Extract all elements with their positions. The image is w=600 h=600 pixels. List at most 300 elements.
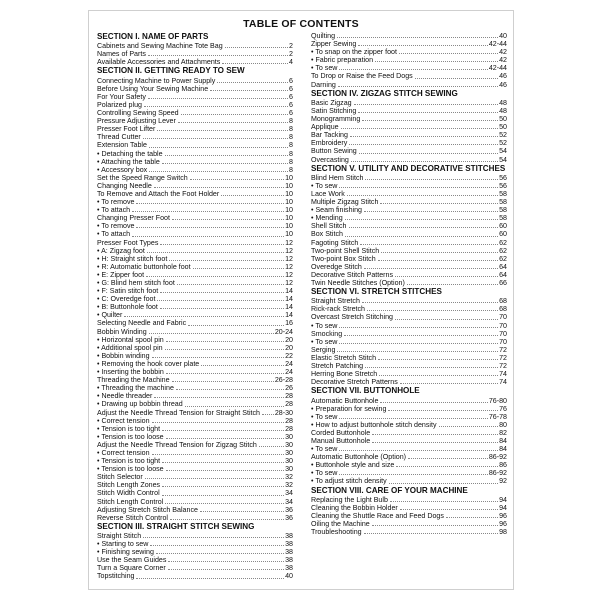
toc-entry (97, 117, 293, 125)
toc-entry (97, 166, 293, 174)
dot-leader (396, 466, 498, 467)
page-number: 10 (285, 214, 293, 223)
toc-entry (311, 239, 507, 247)
toc-entry (97, 514, 293, 522)
dot-leader (162, 430, 284, 431)
toc-entry (97, 101, 293, 109)
dot-leader (381, 252, 498, 253)
entry-label: Stretch Patching (311, 362, 364, 371)
toc-entry (311, 174, 507, 182)
entry-label: • Correct tension (97, 416, 150, 425)
toc-entry (311, 147, 507, 155)
page-number: 24 (285, 359, 293, 368)
page-number: 68 (499, 297, 507, 306)
page-number: 8 (289, 141, 293, 150)
entry-label: Bar Tacking (311, 131, 348, 140)
dot-leader (399, 53, 498, 54)
dot-leader (143, 138, 288, 139)
dot-leader (154, 397, 284, 398)
entry-label: Two-point Box Stitch (311, 254, 376, 263)
entry-label: Twin Needle Stitches (Option) (311, 279, 405, 287)
dot-leader (165, 155, 288, 156)
page-number: 84 (499, 445, 507, 454)
toc-entry (97, 336, 293, 344)
toc-entry (311, 528, 507, 536)
entry-label: Shell Stitch (311, 222, 347, 231)
page-number: 38 (285, 532, 293, 540)
dot-leader (160, 308, 284, 309)
entry-label: To Drop or Raise the Feed Dogs (311, 72, 413, 81)
page-number: 16 (285, 319, 293, 328)
toc-entry (97, 449, 293, 457)
toc-entry (311, 123, 507, 131)
toc-entry (97, 42, 293, 50)
toc-entry (97, 311, 293, 319)
toc-entry (97, 556, 293, 564)
toc-entry (311, 305, 507, 313)
toc-entry (311, 279, 507, 287)
dot-leader (145, 478, 284, 479)
page-number: 10 (285, 173, 293, 182)
toc-entry (97, 457, 293, 465)
page-number: 10 (285, 189, 293, 198)
dot-leader (152, 357, 285, 358)
entry-label: • To snap on the zipper foot (311, 48, 397, 57)
page-number: 64 (499, 262, 507, 271)
dot-leader (149, 333, 274, 334)
dot-leader (380, 402, 487, 403)
toc-entry (311, 190, 507, 198)
dot-leader (349, 227, 499, 228)
entry-label: Names of Parts (97, 50, 146, 59)
page-number: 12 (285, 246, 293, 255)
dot-leader (358, 45, 487, 46)
page-number: 6 (289, 100, 293, 109)
toc-entry (311, 131, 507, 139)
toc-entry (311, 271, 507, 279)
entry-label: Automatic Buttonhole (Option) (311, 453, 407, 462)
page-number: 38 (285, 548, 293, 557)
toc-entry (311, 313, 507, 321)
dot-leader (262, 414, 274, 415)
page-number: 22 (285, 351, 293, 360)
toc-entry (311, 297, 507, 305)
entry-label: Troubleshooting (311, 528, 362, 537)
page-number: 32 (285, 473, 293, 482)
dot-leader (166, 373, 284, 374)
page-number: 28 (285, 416, 293, 425)
page-number: 12 (285, 254, 293, 263)
toc-entry (97, 287, 293, 295)
entry-label: Smocking (311, 329, 343, 338)
page-number: 12 (285, 238, 293, 247)
entry-label: • Attaching the table (97, 157, 160, 166)
section-title: SECTION III. STRAIGHT STITCH SEWING (97, 521, 255, 531)
page-number: 8 (289, 117, 293, 126)
toc-section-heading (97, 32, 293, 42)
toc-entry (311, 421, 507, 429)
page-number: 6 (289, 76, 293, 85)
page-number: 8 (289, 149, 293, 158)
entry-label: • Horizontal spool pin (97, 335, 164, 344)
page-number: 30 (285, 440, 293, 449)
toc-entry (97, 150, 293, 158)
entry-label: Applique (311, 123, 339, 132)
entry-label: • Mending (311, 214, 343, 223)
page-number: 60 (499, 230, 507, 239)
page-number: 32 (285, 481, 293, 490)
entry-label: • To adjust stitch density (311, 477, 387, 486)
entry-label: • Accessory box (97, 165, 148, 174)
dot-leader (446, 517, 498, 518)
dot-leader (136, 203, 284, 204)
toc-entry (311, 115, 507, 123)
entry-label: Monogramming (311, 115, 361, 124)
dot-leader (338, 86, 498, 87)
dot-leader (149, 171, 288, 172)
entry-label: Pressure Adjusting Lever (97, 117, 176, 126)
toc-entry (97, 125, 293, 133)
dot-leader (162, 163, 288, 164)
dot-leader (181, 114, 288, 115)
entry-label: Manual Buttonhole (311, 436, 371, 445)
page-number: 2 (289, 50, 293, 59)
page-number: 72 (499, 353, 507, 362)
toc-entry (311, 520, 507, 528)
dot-leader (156, 553, 284, 554)
page-number: 38 (285, 556, 293, 565)
toc-entry (97, 158, 293, 166)
page-number: 28 (285, 392, 293, 401)
toc-entry (97, 548, 293, 556)
page-number: 28-30 (274, 408, 293, 417)
page-number: 70 (499, 313, 507, 322)
toc-entry (311, 107, 507, 115)
entry-label: Cleaning the Bobbin Holder (311, 503, 398, 512)
page-number: 52 (499, 131, 507, 140)
entry-label: • Finishing sewing (97, 548, 154, 557)
toc-entry (311, 330, 507, 338)
page-number: 6 (289, 84, 293, 93)
page-number: 50 (499, 115, 507, 124)
page-number: 30 (285, 465, 293, 474)
dot-leader (136, 227, 284, 228)
toc-entry (97, 441, 293, 449)
toc-entry (97, 141, 293, 149)
toc-entry (97, 319, 293, 327)
page-number: 12 (285, 270, 293, 279)
section-title: SECTION VI. STRETCH STITCHES (311, 287, 442, 297)
page-number: 42-44 (488, 40, 507, 49)
entry-label: Thread Cutter (97, 133, 141, 142)
entry-label: Set the Speed Range Switch (97, 173, 188, 182)
entry-label: Stitch Length Control (97, 497, 164, 506)
page-number: 58 (499, 189, 507, 198)
entry-label: Button Sewing (311, 147, 357, 156)
page-number: 12 (285, 279, 293, 287)
dot-leader (160, 244, 284, 245)
toc-entry (97, 198, 293, 206)
page-number: 42 (499, 56, 507, 65)
page-number: 40 (285, 572, 293, 581)
toc-entry (311, 346, 507, 354)
entry-label: • C: Overedge foot (97, 295, 156, 304)
dot-leader (347, 195, 498, 196)
toc-section-heading (97, 522, 293, 532)
entry-label: Blind Hem Stitch (311, 173, 364, 182)
entry-label: Stitch Width Control (97, 489, 160, 498)
page-number: 26 (285, 384, 293, 393)
entry-label: • Buttonhole style and size (311, 461, 395, 470)
dot-leader (375, 61, 498, 62)
entry-label: • Quilter (97, 311, 123, 320)
dot-leader (389, 483, 498, 484)
toc-entry (311, 405, 507, 413)
toc-entry (311, 230, 507, 238)
page-number: 76 (499, 404, 507, 413)
entry-label: Serging (311, 345, 336, 354)
entry-label: • Seam finishing (311, 206, 362, 215)
page-number: 40 (499, 32, 507, 40)
dot-leader (388, 410, 498, 411)
toc-entry (97, 109, 293, 117)
entry-label: Turn a Square Corner (97, 564, 166, 573)
section-title: SECTION IV. ZIGZAG STITCH SEWING (311, 88, 458, 98)
dot-leader (166, 470, 284, 471)
entry-label: • H: Straight stitch foot (97, 254, 168, 263)
toc-entry (97, 174, 293, 182)
page-number: 20-24 (274, 327, 293, 336)
dot-leader (367, 310, 498, 311)
section-title: SECTION VII. BUTTONHOLE (311, 386, 420, 396)
toc-entry (97, 540, 293, 548)
entry-label: Stitch Selector (97, 473, 143, 482)
toc-entry (311, 64, 507, 72)
page-number: 52 (499, 139, 507, 148)
entry-label: • To sew (311, 181, 338, 190)
page-number: 4 (289, 58, 293, 67)
toc-entry (97, 400, 293, 408)
toc-entry (311, 437, 507, 445)
page-number: 94 (499, 503, 507, 512)
dot-leader (146, 276, 284, 277)
dot-leader (210, 90, 288, 91)
page-number: 82 (499, 428, 507, 437)
toc-entry (311, 81, 507, 89)
page-number: 70 (499, 329, 507, 338)
dot-leader (165, 349, 285, 350)
toc-entry (311, 477, 507, 485)
dot-leader (360, 244, 498, 245)
toc-entry (311, 139, 507, 147)
page-number: 58 (499, 214, 507, 223)
entry-label: Zipper Sewing (311, 40, 357, 49)
dot-leader (339, 474, 487, 475)
dot-leader (362, 302, 498, 303)
entry-label: • Tension is too loose (97, 465, 164, 474)
dot-leader (359, 153, 498, 154)
toc-section-heading (311, 386, 507, 396)
entry-label: • Threading the machine (97, 384, 174, 393)
page-number: 10 (285, 198, 293, 207)
entry-label: • To sew (311, 412, 338, 421)
entry-label: Elastic Stretch Stitch (311, 353, 377, 362)
toc-section-heading (97, 66, 293, 76)
entry-label: Overcast Stretch Stitching (311, 313, 394, 322)
dot-leader (124, 316, 284, 317)
page-number: 10 (285, 222, 293, 231)
entry-label: Darning (311, 80, 336, 89)
dot-leader (259, 446, 284, 447)
dot-leader (157, 130, 288, 131)
page-number: 54 (499, 147, 507, 156)
toc-entry (97, 425, 293, 433)
page-number: 2 (289, 42, 293, 51)
page-number: 58 (499, 206, 507, 215)
dot-leader (339, 69, 487, 70)
dot-leader (339, 450, 498, 451)
toc-right-column (311, 32, 507, 536)
entry-label: • E: Zipper foot (97, 270, 145, 279)
page-number: 56 (499, 181, 507, 190)
toc-entry (311, 56, 507, 64)
dot-leader (148, 55, 288, 56)
entry-label: Overcasting (311, 155, 349, 164)
entry-label: Decorative Stitch Patterns (311, 270, 394, 279)
dot-leader (166, 438, 284, 439)
dot-leader (225, 47, 288, 48)
toc-entry (311, 504, 507, 512)
toc-left-column (97, 32, 293, 581)
page-number: 36 (285, 505, 293, 514)
toc-section-heading (311, 164, 507, 174)
dot-leader (378, 260, 498, 261)
dot-leader (400, 383, 498, 384)
dot-leader (439, 426, 499, 427)
page-number: 14 (285, 295, 293, 304)
dot-leader (185, 406, 284, 407)
page-number: 10 (285, 206, 293, 215)
dot-leader (162, 495, 284, 496)
toc-entry (311, 429, 507, 437)
section-title: SECTION V. UTILITY AND DECORATIVE STITCHES (311, 163, 506, 173)
entry-label: Fagoting Stitch (311, 238, 359, 247)
entry-label: Rick-rack Stretch (311, 305, 365, 314)
page-number: 74 (499, 378, 507, 387)
page-number: 96 (499, 520, 507, 528)
toc-entry (97, 368, 293, 376)
toc-entry (311, 469, 507, 477)
toc-entry (97, 279, 293, 287)
entry-label: • G: Blind hem stitch foot (97, 279, 175, 287)
toc-entry (97, 360, 293, 368)
page-number: 28 (285, 424, 293, 433)
dot-leader (364, 533, 499, 534)
page-number: 34 (285, 497, 293, 506)
page-number: 62 (499, 238, 507, 247)
dot-leader (372, 525, 498, 526)
entry-label: Oiling the Machine (311, 520, 370, 528)
page-number: 68 (499, 305, 507, 314)
dot-leader (176, 389, 284, 390)
dot-leader (222, 63, 288, 64)
page-number: 92 (499, 477, 507, 486)
page-number: 8 (289, 165, 293, 174)
entry-label: Multiple Zigzag Stitch (311, 198, 379, 207)
toc-entry (97, 222, 293, 230)
page-number: 30 (285, 457, 293, 466)
section-title: SECTION I. NAME OF PARTS (97, 32, 209, 41)
page-number: 54 (499, 155, 507, 164)
entry-label: Controlling Sewing Speed (97, 109, 179, 118)
entry-label: • F: Satin stitch foot (97, 287, 159, 296)
dot-leader (157, 300, 284, 301)
toc-entry (97, 206, 293, 214)
entry-label: Stitch Length Zones (97, 481, 161, 490)
section-title: SECTION VIII. CARE OF YOUR MACHINE (311, 485, 468, 495)
page-number: 64 (499, 270, 507, 279)
dot-leader (345, 236, 498, 237)
dot-leader (365, 179, 498, 180)
dot-leader (177, 284, 284, 285)
entry-label: • Starting to sew (97, 540, 149, 549)
entry-label: • To attach (97, 206, 131, 215)
toc-entry (97, 133, 293, 141)
page-number: 60 (499, 222, 507, 231)
dot-leader (339, 327, 498, 328)
page-number: 30 (285, 432, 293, 441)
entry-label: Adjust the Needle Thread Tension for Straight Stitch (97, 408, 260, 417)
entry-label: Presser Foot Lifter (97, 125, 156, 134)
entry-label: • Additional spool pin (97, 343, 163, 352)
page-number: 10 (285, 181, 293, 190)
dot-leader (200, 511, 284, 512)
toc-entry (311, 198, 507, 206)
toc-entry (311, 445, 507, 453)
toc-section-heading (311, 287, 507, 297)
entry-label: • Preparation for sewing (311, 404, 387, 413)
dot-leader (351, 161, 498, 162)
toc-entry (311, 255, 507, 263)
toc-entry (311, 512, 507, 520)
toc-entry (97, 506, 293, 514)
toc-entry (311, 206, 507, 214)
dot-leader (379, 375, 498, 376)
page-number: 26-28 (274, 376, 293, 385)
entry-label: • To sew (311, 337, 338, 346)
page-number: 48 (499, 98, 507, 107)
entry-label: Presser Foot Types (97, 238, 159, 247)
dot-leader (339, 343, 498, 344)
toc-entry (311, 99, 507, 107)
section-title: SECTION II. GETTING READY TO SEW (97, 66, 245, 76)
entry-label: Overedge Stitch (311, 262, 362, 271)
toc-entry (311, 214, 507, 222)
page-title: TABLE OF CONTENTS (243, 18, 359, 30)
dot-leader (132, 211, 284, 212)
dot-leader (407, 284, 498, 285)
entry-label: Adjusting Stretch Stitch Balance (97, 505, 198, 514)
toc-entry (311, 222, 507, 230)
entry-label: • To attach (97, 230, 131, 239)
toc-entry (311, 370, 507, 378)
dot-leader (148, 98, 288, 99)
dot-leader (362, 120, 498, 121)
entry-label: Before Using Your Sewing Machine (97, 84, 209, 93)
page-number: 6 (289, 109, 293, 118)
page-number: 8 (289, 133, 293, 142)
toc-entry (311, 182, 507, 190)
